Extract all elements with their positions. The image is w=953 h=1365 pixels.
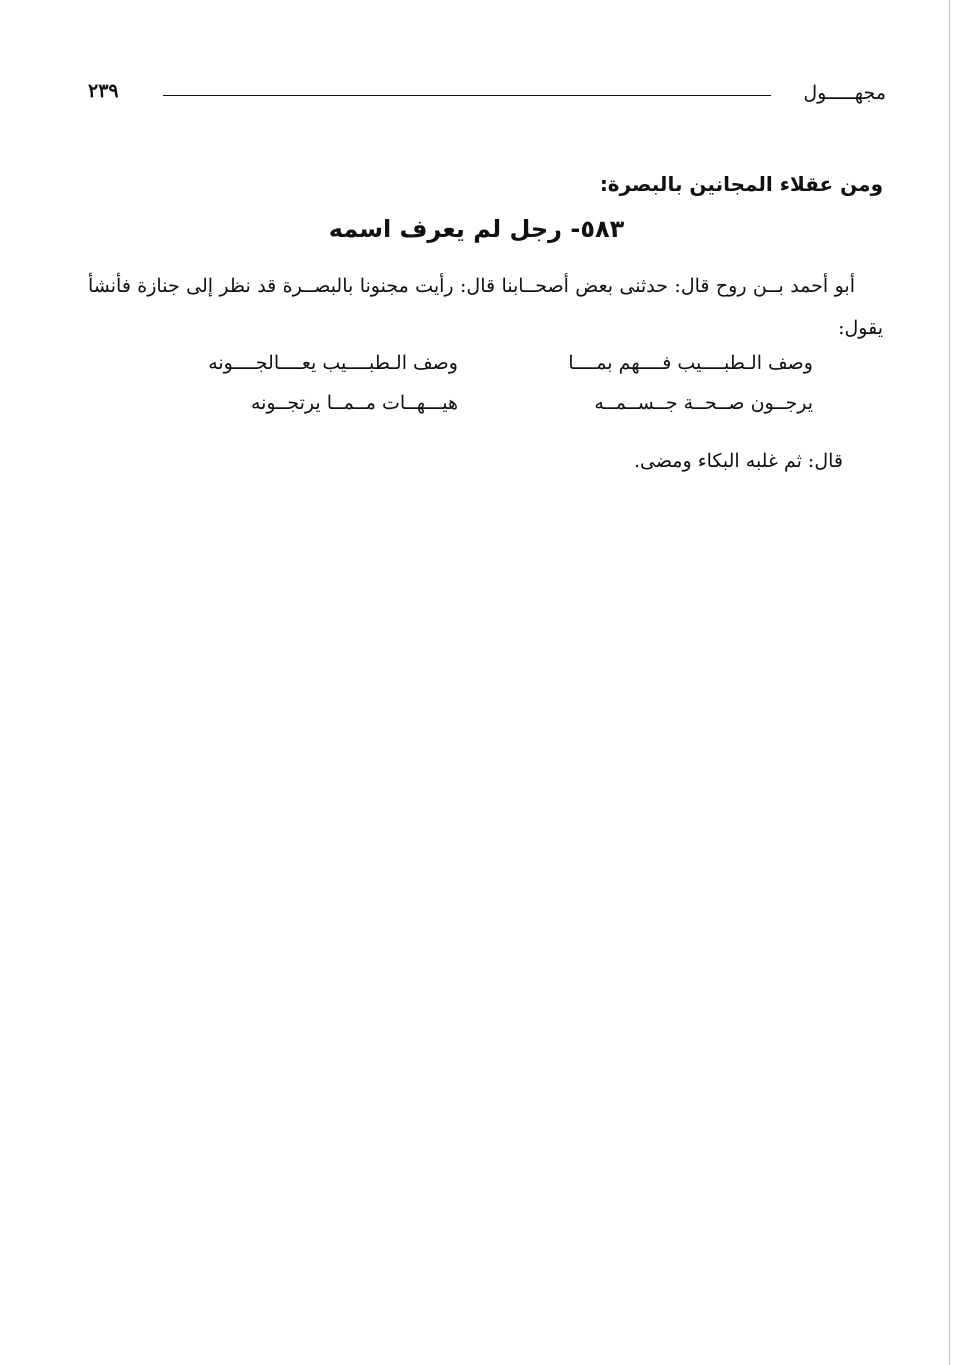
header-rule (163, 95, 771, 96)
paragraph-text: أبو أحمد بــن روح قال: حدثنى بعض أصحــابنا قال: رأيت مجنونا بالبصــرة قد نظر إلى جنازة فأنشأ يقول: (88, 275, 883, 339)
section-heading: ومن عقلاء المجانين بالبصرة: (599, 172, 883, 196)
body-paragraph (88, 265, 883, 349)
closing-line: قال: ثم غلبه البكاء ومضى. (633, 450, 843, 472)
page-edge-line (949, 0, 950, 1365)
page-header (88, 80, 886, 110)
page-number: ٢٣٩ (88, 80, 119, 102)
running-head: مجهـــــول (803, 82, 886, 104)
entry-title: ٥٨٣- رجل لم يعرف اسمه (328, 215, 625, 243)
verse-hemistich-first: وصف الـطبــــيب فــــهم بمــــا (568, 352, 813, 374)
verse-hemistich-first: يرجــون صــحــة جــســمــه (594, 392, 813, 414)
verse-line (158, 352, 813, 388)
verse-hemistich-second: هيـــهــات مــمــا يرتجــونه (250, 392, 458, 414)
verse-line (158, 392, 813, 428)
verse-hemistich-second: وصف الـطبــــيب يعــــالجــــونه (208, 352, 458, 374)
